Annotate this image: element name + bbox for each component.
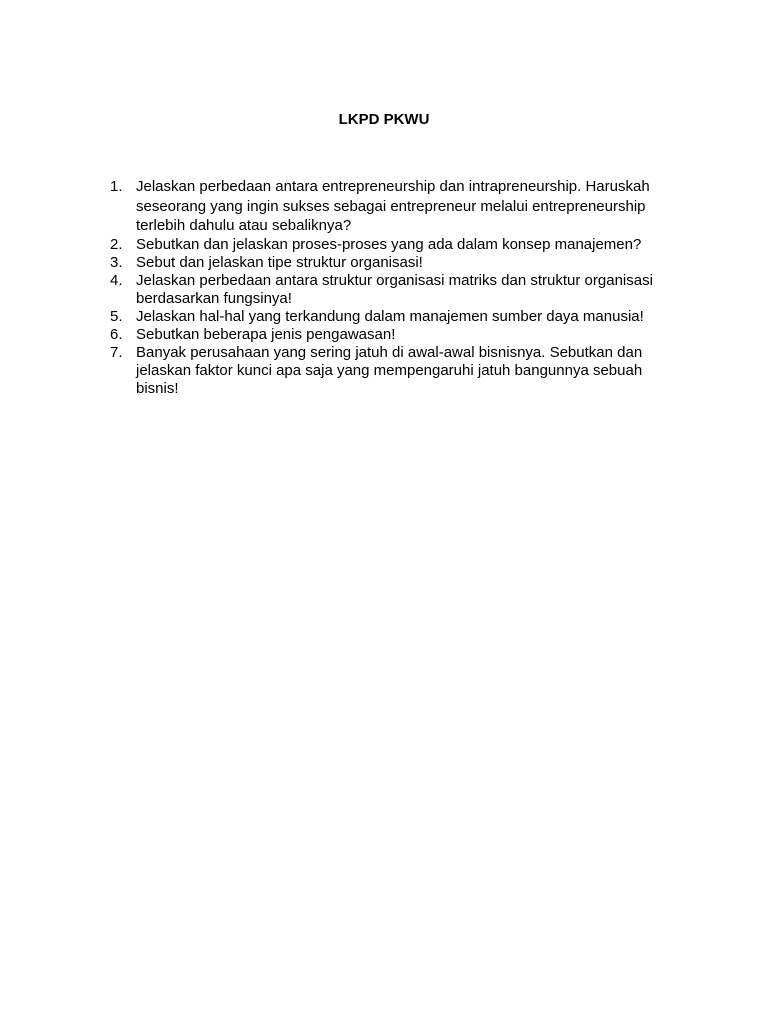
question-item <box>110 344 658 398</box>
question-number: 6. <box>110 325 123 343</box>
question-text: Sebut dan jelaskan tipe struktur organisasi! <box>136 253 423 271</box>
question-list <box>110 177 658 398</box>
question-number: 5. <box>110 307 123 325</box>
question-number: 2. <box>110 235 123 253</box>
question-text: Jelaskan hal-hal yang terkandung dalam manajemen sumber daya manusia! <box>136 307 644 325</box>
question-text: Jelaskan perbedaan antara entrepreneurship dan intrapreneurship. Haruskah seseorang yang ingin sukses sebagai entrepreneur melalui entrepreneurship terlebih dahulu atau sebaliknya? <box>136 178 650 234</box>
document-title: LKPD PKWU <box>338 111 430 128</box>
question-number: 3. <box>110 253 123 271</box>
question-item <box>110 272 658 308</box>
question-text: Sebutkan beberapa jenis pengawasan! <box>136 325 396 343</box>
question-number: 4. <box>110 271 123 289</box>
question-text: Sebutkan dan jelaskan proses-proses yang ada dalam konsep manajemen? <box>136 235 642 253</box>
question-number: 1. <box>110 178 123 195</box>
question-item <box>110 308 658 326</box>
question-item <box>110 326 658 344</box>
question-number: 7. <box>110 343 123 361</box>
question-item <box>110 254 658 272</box>
question-item <box>110 236 658 254</box>
question-item <box>110 177 658 236</box>
question-text: Jelaskan perbedaan antara struktur organisasi matriks dan struktur organisasi berdasarkan fungsinya! <box>136 271 653 307</box>
question-text: Banyak perusahaan yang sering jatuh di awal-awal bisnisnya. Sebutkan dan jelaskan faktor kunci apa saja yang mempengaruhi jatuh bangunnya sebuah bisnis! <box>136 343 643 397</box>
